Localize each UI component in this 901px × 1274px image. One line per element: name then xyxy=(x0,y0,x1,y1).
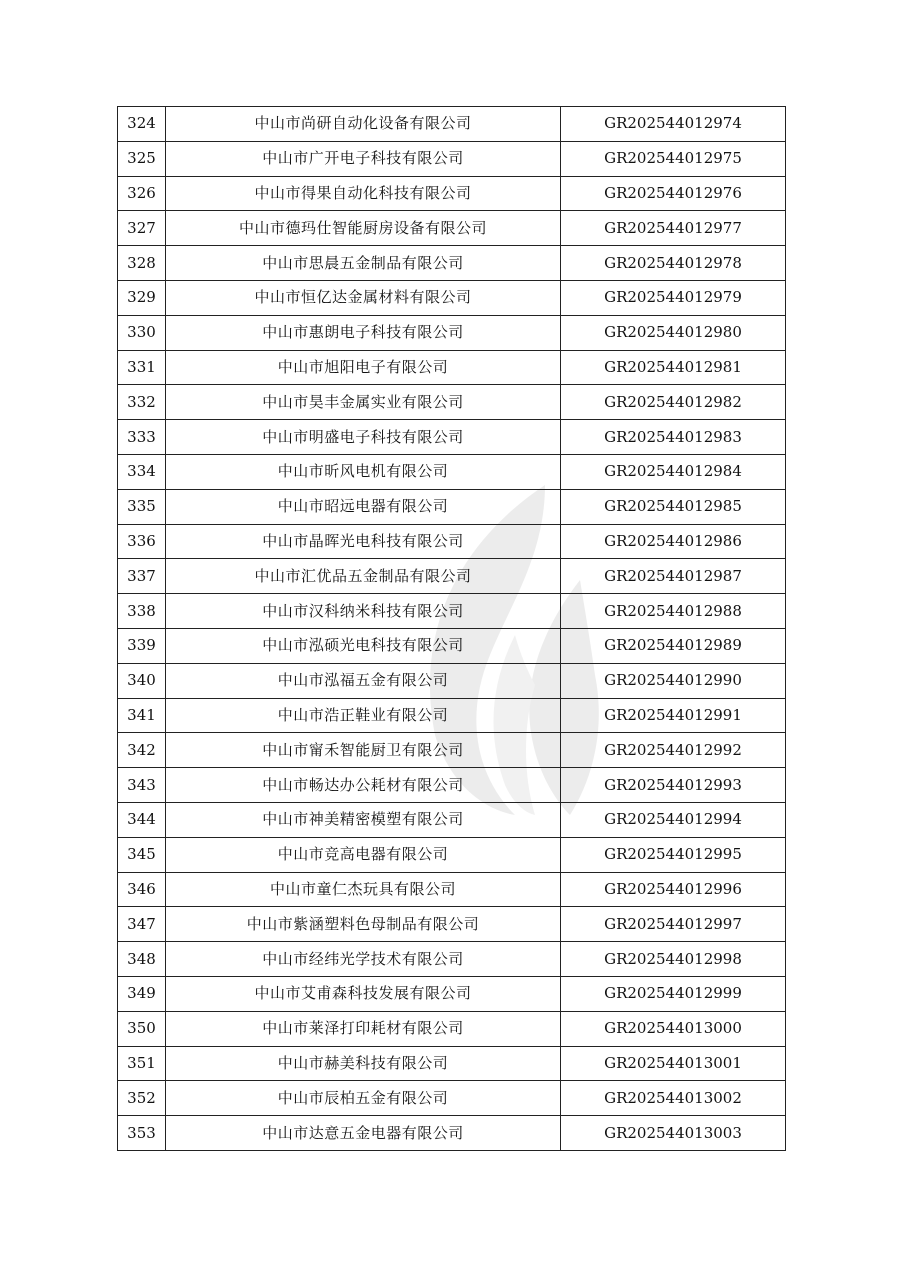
table-row xyxy=(118,385,786,420)
row-number: 332 xyxy=(118,385,166,420)
company-name: 中山市辰柏五金有限公司 xyxy=(166,1081,561,1116)
certificate-code: GR202544012991 xyxy=(561,698,786,733)
company-name: 中山市泓硕光电科技有限公司 xyxy=(166,628,561,663)
table-row xyxy=(118,628,786,663)
company-name: 中山市紫涵塑料色母制品有限公司 xyxy=(166,907,561,942)
row-number: 334 xyxy=(118,454,166,489)
table-row xyxy=(118,559,786,594)
company-name: 中山市畅达办公耗材有限公司 xyxy=(166,768,561,803)
certificate-code: GR202544012974 xyxy=(561,107,786,142)
row-number: 347 xyxy=(118,907,166,942)
row-number: 353 xyxy=(118,1116,166,1151)
table-row xyxy=(118,1046,786,1081)
company-name: 中山市尚研自动化设备有限公司 xyxy=(166,107,561,142)
company-name: 中山市惠朗电子科技有限公司 xyxy=(166,315,561,350)
company-name: 中山市艾甫森科技发展有限公司 xyxy=(166,976,561,1011)
table-row xyxy=(118,1081,786,1116)
table-row xyxy=(118,315,786,350)
row-number: 341 xyxy=(118,698,166,733)
certificate-code: GR202544012976 xyxy=(561,176,786,211)
row-number: 348 xyxy=(118,942,166,977)
certificate-code: GR202544013000 xyxy=(561,1011,786,1046)
company-name: 中山市昭远电器有限公司 xyxy=(166,489,561,524)
row-number: 338 xyxy=(118,594,166,629)
table-row xyxy=(118,1011,786,1046)
row-number: 336 xyxy=(118,524,166,559)
company-name: 中山市汉科纳米科技有限公司 xyxy=(166,594,561,629)
company-name: 中山市甯禾智能厨卫有限公司 xyxy=(166,733,561,768)
certificate-code: GR202544012999 xyxy=(561,976,786,1011)
certificate-code: GR202544013003 xyxy=(561,1116,786,1151)
row-number: 343 xyxy=(118,768,166,803)
table-row xyxy=(118,837,786,872)
certificate-code: GR202544012981 xyxy=(561,350,786,385)
row-number: 329 xyxy=(118,280,166,315)
certificate-code: GR202544012988 xyxy=(561,594,786,629)
certificate-code: GR202544012992 xyxy=(561,733,786,768)
row-number: 349 xyxy=(118,976,166,1011)
table-row xyxy=(118,489,786,524)
company-name: 中山市经纬光学技术有限公司 xyxy=(166,942,561,977)
certificate-code: GR202544012979 xyxy=(561,280,786,315)
company-list-table xyxy=(117,106,786,1151)
certificate-code: GR202544012982 xyxy=(561,385,786,420)
certificate-code: GR202544012983 xyxy=(561,420,786,455)
row-number: 339 xyxy=(118,628,166,663)
certificate-code: GR202544012993 xyxy=(561,768,786,803)
certificate-code: GR202544012994 xyxy=(561,802,786,837)
certificate-code: GR202544012989 xyxy=(561,628,786,663)
row-number: 335 xyxy=(118,489,166,524)
table-row xyxy=(118,141,786,176)
certificate-code: GR202544012998 xyxy=(561,942,786,977)
row-number: 340 xyxy=(118,663,166,698)
certificate-code: GR202544012978 xyxy=(561,246,786,281)
company-name: 中山市汇优品五金制品有限公司 xyxy=(166,559,561,594)
row-number: 330 xyxy=(118,315,166,350)
table-row xyxy=(118,524,786,559)
company-name: 中山市广开电子科技有限公司 xyxy=(166,141,561,176)
certificate-code: GR202544012996 xyxy=(561,872,786,907)
table-row xyxy=(118,176,786,211)
table-row xyxy=(118,350,786,385)
row-number: 333 xyxy=(118,420,166,455)
company-name: 中山市思晨五金制品有限公司 xyxy=(166,246,561,281)
certificate-code: GR202544012980 xyxy=(561,315,786,350)
certificate-code: GR202544013001 xyxy=(561,1046,786,1081)
company-name: 中山市竞高电器有限公司 xyxy=(166,837,561,872)
company-name: 中山市晶晖光电科技有限公司 xyxy=(166,524,561,559)
row-number: 324 xyxy=(118,107,166,142)
row-number: 342 xyxy=(118,733,166,768)
table-row xyxy=(118,1116,786,1151)
certificate-code: GR202544012997 xyxy=(561,907,786,942)
row-number: 325 xyxy=(118,141,166,176)
table-row xyxy=(118,454,786,489)
table-row xyxy=(118,246,786,281)
row-number: 326 xyxy=(118,176,166,211)
row-number: 352 xyxy=(118,1081,166,1116)
table-row xyxy=(118,280,786,315)
certificate-code: GR202544012975 xyxy=(561,141,786,176)
row-number: 345 xyxy=(118,837,166,872)
table-row xyxy=(118,663,786,698)
company-name: 中山市泓福五金有限公司 xyxy=(166,663,561,698)
table-row xyxy=(118,976,786,1011)
table-row xyxy=(118,211,786,246)
table-body xyxy=(118,107,786,1151)
company-name: 中山市旭阳电子有限公司 xyxy=(166,350,561,385)
company-name: 中山市莱泽打印耗材有限公司 xyxy=(166,1011,561,1046)
row-number: 327 xyxy=(118,211,166,246)
row-number: 346 xyxy=(118,872,166,907)
row-number: 337 xyxy=(118,559,166,594)
company-name: 中山市得果自动化科技有限公司 xyxy=(166,176,561,211)
company-name: 中山市恒亿达金属材料有限公司 xyxy=(166,280,561,315)
certificate-code: GR202544012995 xyxy=(561,837,786,872)
certificate-code: GR202544012977 xyxy=(561,211,786,246)
company-name: 中山市神美精密模塑有限公司 xyxy=(166,802,561,837)
table-row xyxy=(118,107,786,142)
row-number: 328 xyxy=(118,246,166,281)
table-row xyxy=(118,942,786,977)
table-row xyxy=(118,698,786,733)
certificate-code: GR202544012986 xyxy=(561,524,786,559)
table-row xyxy=(118,594,786,629)
table-row xyxy=(118,907,786,942)
table-row xyxy=(118,733,786,768)
company-name: 中山市德玛仕智能厨房设备有限公司 xyxy=(166,211,561,246)
certificate-code: GR202544012987 xyxy=(561,559,786,594)
row-number: 331 xyxy=(118,350,166,385)
table-row xyxy=(118,768,786,803)
table-row xyxy=(118,420,786,455)
company-name: 中山市达意五金电器有限公司 xyxy=(166,1116,561,1151)
company-name: 中山市赫美科技有限公司 xyxy=(166,1046,561,1081)
row-number: 351 xyxy=(118,1046,166,1081)
certificate-code: GR202544012984 xyxy=(561,454,786,489)
certificate-code: GR202544013002 xyxy=(561,1081,786,1116)
company-name: 中山市明盛电子科技有限公司 xyxy=(166,420,561,455)
row-number: 344 xyxy=(118,802,166,837)
certificate-code: GR202544012990 xyxy=(561,663,786,698)
table-row xyxy=(118,802,786,837)
table-row xyxy=(118,872,786,907)
company-name: 中山市昕风电机有限公司 xyxy=(166,454,561,489)
company-name: 中山市童仁杰玩具有限公司 xyxy=(166,872,561,907)
row-number: 350 xyxy=(118,1011,166,1046)
company-name: 中山市昊丰金属实业有限公司 xyxy=(166,385,561,420)
certificate-code: GR202544012985 xyxy=(561,489,786,524)
company-name: 中山市浩正鞋业有限公司 xyxy=(166,698,561,733)
